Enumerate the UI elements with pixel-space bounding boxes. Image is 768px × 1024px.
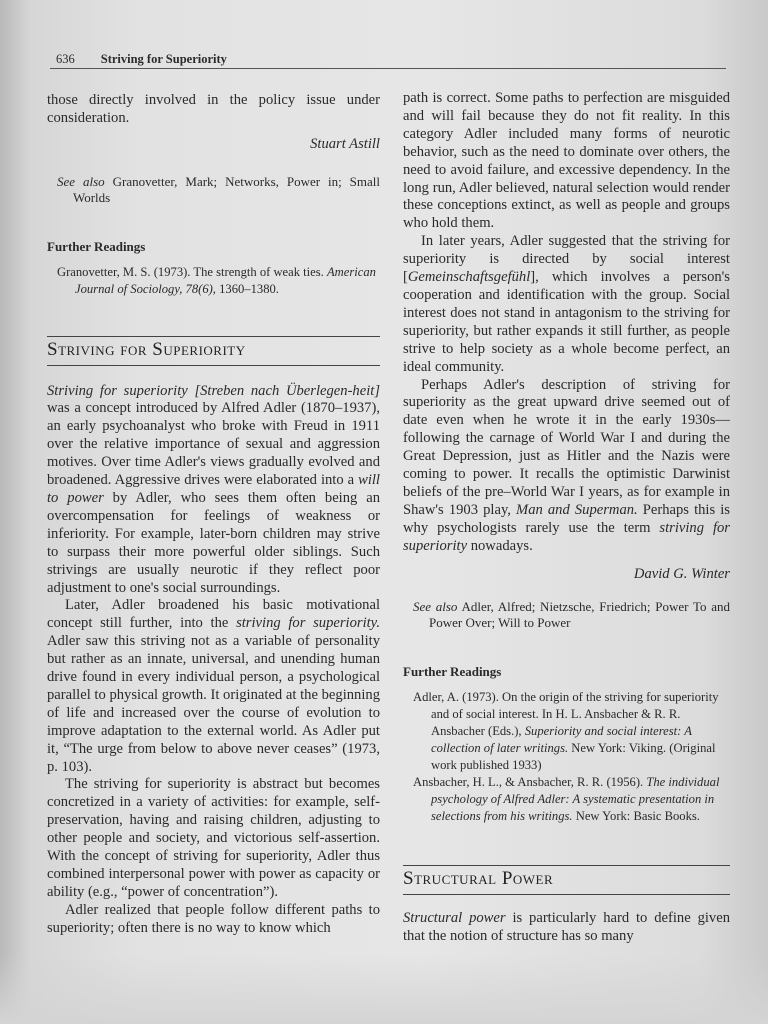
body-paragraph [47, 597, 380, 776]
section-title: Structural Power [403, 868, 554, 890]
section-rule [47, 365, 380, 366]
section-rule [47, 336, 380, 337]
reference-text: Granovetter, M. S. (1973). The strength of weak ties. [57, 264, 327, 279]
body-paragraph [403, 377, 730, 556]
reference-item [47, 264, 380, 298]
running-header [56, 52, 726, 67]
body-paragraph [403, 233, 730, 376]
continued-paragraph: those directly involved in the policy issue under consideration. [47, 92, 380, 126]
body-paragraph: Adler realized that people follow different paths to superiority; often there is no way to know which [47, 901, 380, 936]
section-rule [403, 865, 730, 866]
paragraph-text: Perhaps this is why psychologists rarely use the term [403, 501, 730, 536]
reference-item [403, 774, 730, 825]
see-also-entry [403, 599, 730, 631]
paragraph-text: by Adler, who sees them often being an overcompensation for feelings of weakness or inferiority. For example, later-born children may strive to surpass their more powerful older siblings. Such strivings are usually neurotic if they reflect poor adjustment to one's social surroundings. [47, 489, 381, 596]
running-title: Striving for Superiority [100, 52, 227, 66]
see-also-label: See also [57, 173, 105, 189]
term-italic: Structural power [403, 910, 506, 927]
see-also-label: See also [413, 599, 458, 615]
previous-entry-author: Stuart Astill [310, 135, 380, 152]
reference-text: Ansbacher, H. L., & Ansbacher, R. R. (1956). [413, 775, 647, 790]
reference-text: New York: Viking. (Original work published 1933) [431, 741, 716, 773]
body-paragraph [47, 383, 380, 598]
term-italic: striving for superiority [403, 519, 730, 554]
body-paragraph: The striving for superiority is abstract but becomes concretized in a variety of activities: for example, self-preservation, having and raising children, adjusting to other people and society, and victorious self-assertion. With the concept of striving for superiority, Adler thus combined interpersonal power with power as capacity or ability (e.g., “power of concentration”). [47, 776, 380, 900]
term-italic: Gemeinschaftsgefühl [407, 269, 531, 286]
body-paragraph [403, 910, 730, 946]
section-title: Striving for Superiority [47, 338, 246, 360]
paragraph-text: In later years, Adler suggested that the striving for superiority is directed by social interest [ [403, 233, 730, 286]
entry-author: David G. Winter [633, 565, 730, 582]
paragraph-text: Later, Adler broadened his basic motivational concept still further, into the [47, 597, 380, 632]
page-number: 636 [56, 52, 75, 66]
term-italic: will to power [47, 472, 380, 506]
see-also-text: Granovetter, Mark; Networks, Power in; Small Worlds [73, 173, 381, 205]
paragraph-text: nowadays. [467, 537, 533, 554]
left-column [47, 92, 380, 938]
paragraph-text: is particularly hard to define given that the notion of structure has so many [403, 910, 730, 945]
header-rule [50, 68, 726, 69]
reference-text: New York: Basic Books. [572, 809, 700, 824]
reference-text: Adler, A. (1973). On the origin of the striving for superiority and of social interest. In H. L. Ansbacher & R. R. Ansbacher (Eds.), [413, 690, 719, 739]
reference-journal: American Journal of Sociology, 78(6), [75, 264, 376, 296]
reference-title: Superiority and social interest: A collection of later writings. [431, 724, 692, 756]
title-italic: Man and Superman. [516, 501, 638, 518]
right-column [403, 90, 730, 946]
reference-item [403, 689, 730, 774]
paragraph-text: Perhaps Adler's description of striving for superiority as the great upward drive seemed out of date even when he wrote it in the early 1930s—following the carnage of World War I and during the Great Depression, just as Hitler and the Nazis were coming to power. It recalls the optimistic Darwinist beliefs of the pre–World War I years, as for example in Shaw's 1903 play, [403, 376, 730, 518]
paragraph-text: ], which involves a person's cooperation and identification with the group. Social interest does not stand in antagonism to the striving for superiority, but rather expands it still further, as people strive to help society as a whole become perfect, an ideal community. [403, 269, 730, 375]
reference-pages: 1360–1380. [215, 281, 279, 296]
paragraph-text: Adler saw this striving not as a variable of personality but rather as an innate, universal, and unending human drive found in every individual person, a psychological parallel to physical growth. It originated at the beginning of life and increased over the course of evolution to improve adaptation to the external world. As Adler put it, “The urge from below to above never ceases” (1973, p. 103). [47, 633, 380, 775]
term-italic: Striving for superiority [Streben nach Überlegen-heit] [47, 382, 380, 399]
reference-title: The individual psychology of Alfred Adler: A systematic presentation in selections from his writings. [431, 775, 720, 824]
body-paragraph: path is correct. Some paths to perfection are misguided and will fail because they do not fit reality. In this category Adler included many forms of neurotic behavior, such as the need to dominate over others, the need to avoid failure, and excessive dependency. In the long run, Adler believed, natural selection would render these conceptions extinct, as well as people and groups who hold them. [403, 90, 730, 232]
see-also-text: Adler, Alfred; Nietzsche, Friedrich; Power To and Power Over; Will to Power [429, 599, 730, 631]
term-italic: striving for superiority. [236, 615, 380, 632]
see-also-entry [47, 174, 380, 206]
paragraph-text: was a concept introduced by Alfred Adler (1870–1937), an early psychoanalyst who broke with Freud in 1911 over the relative importance of sexual and aggression motives. Over time Adler's views gradually evolved and broadened. Aggressive drives were elaborated into a [47, 400, 380, 489]
further-readings-heading: Further Readings [47, 238, 146, 254]
further-readings-heading: Further Readings [403, 664, 502, 680]
section-rule [403, 894, 730, 895]
